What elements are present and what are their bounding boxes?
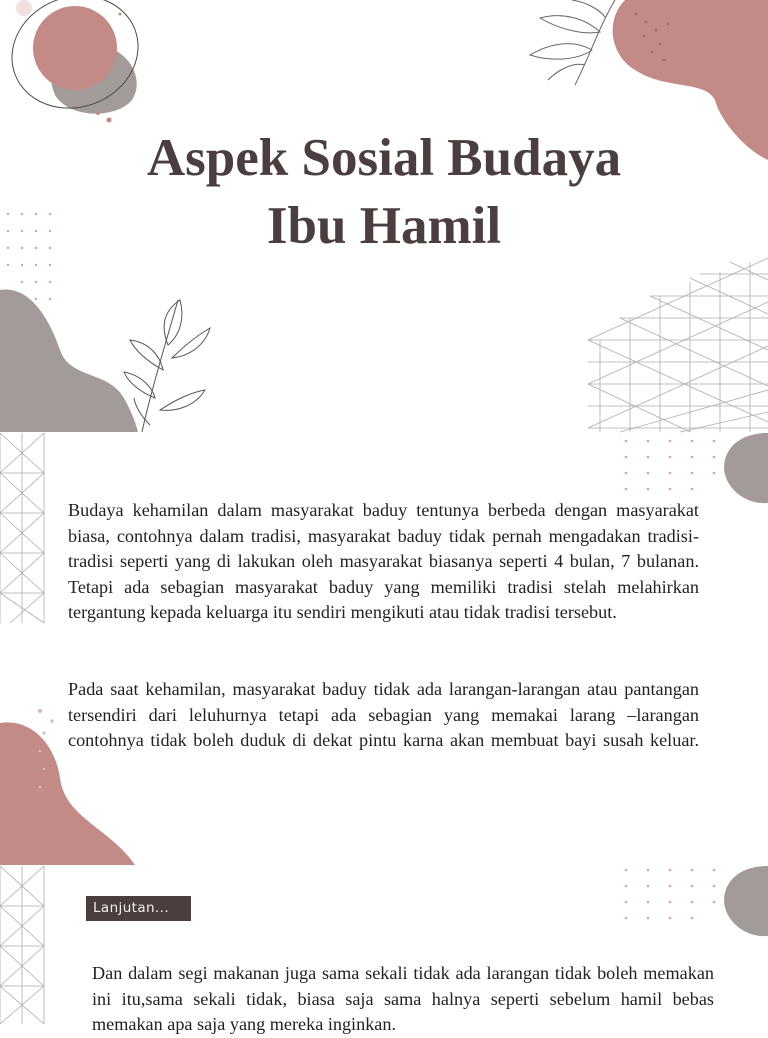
blob-bottom-left-decoration [0, 290, 138, 432]
leaf-top-right-decoration [530, 0, 615, 85]
circle-cluster-decoration [0, 0, 154, 126]
paragraph-1: Budaya kehamilan dalam masyarakat baduy tentunya berbeda dengan masyarakat biasa, contohnya dalam tradisi, masyarakat baduy tidak pernah mengadakan tradisi-tradisi seperti yang di lakukan oleh masyarakat biasanya seperti 4 bulan, 7 bulanan. Tetapi ada sebagian masyarakat baduy yang memiliki tradisi stelah melahirkan tergantung kepada keluarga itu sendiri mengikuti atau tidak tradisi tersebut. [68, 500, 699, 623]
content-slide [0, 433, 768, 865]
dot-grid-right-decoration [625, 869, 716, 920]
paragraph-2: Pada saat kehamilan, masyarakat baduy tidak ada larangan-larangan atau pantangan tersendiri dari leluhurnya tetapi ada sebagian yang memakai larang –larangan contohnya tidak boleh duduk di dekat pintu karna akan membuat bayi susah keluar. [68, 679, 699, 751]
title-slide [0, 0, 768, 432]
continuation-badge: Lanjutan... [86, 896, 191, 921]
continuation-slide [0, 866, 768, 1035]
grid-pattern-right-decoration [588, 258, 768, 432]
grid-pattern-left-decoration [0, 866, 44, 1024]
paragraph-3: Dan dalam segi makanan juga sama sekali tidak ada larangan tidak boleh memakan ini itu,sama sekali tidak, biasa saja sama halnya seperti sebelum hamil bebas memakan apa saja yang mereka inginkan. [92, 963, 714, 1035]
leaf-bottom-left-decoration [124, 300, 210, 432]
title-line-1: Aspek Sosial Budaya [146, 129, 622, 187]
title-line-2: Ibu Hamil [266, 197, 502, 255]
grid-pattern-left-decoration [0, 433, 44, 623]
half-circle-right-decoration [724, 866, 768, 936]
dot-grid-right-decoration [625, 440, 716, 491]
half-circle-right-decoration [724, 433, 768, 503]
page-title [0, 124, 768, 260]
